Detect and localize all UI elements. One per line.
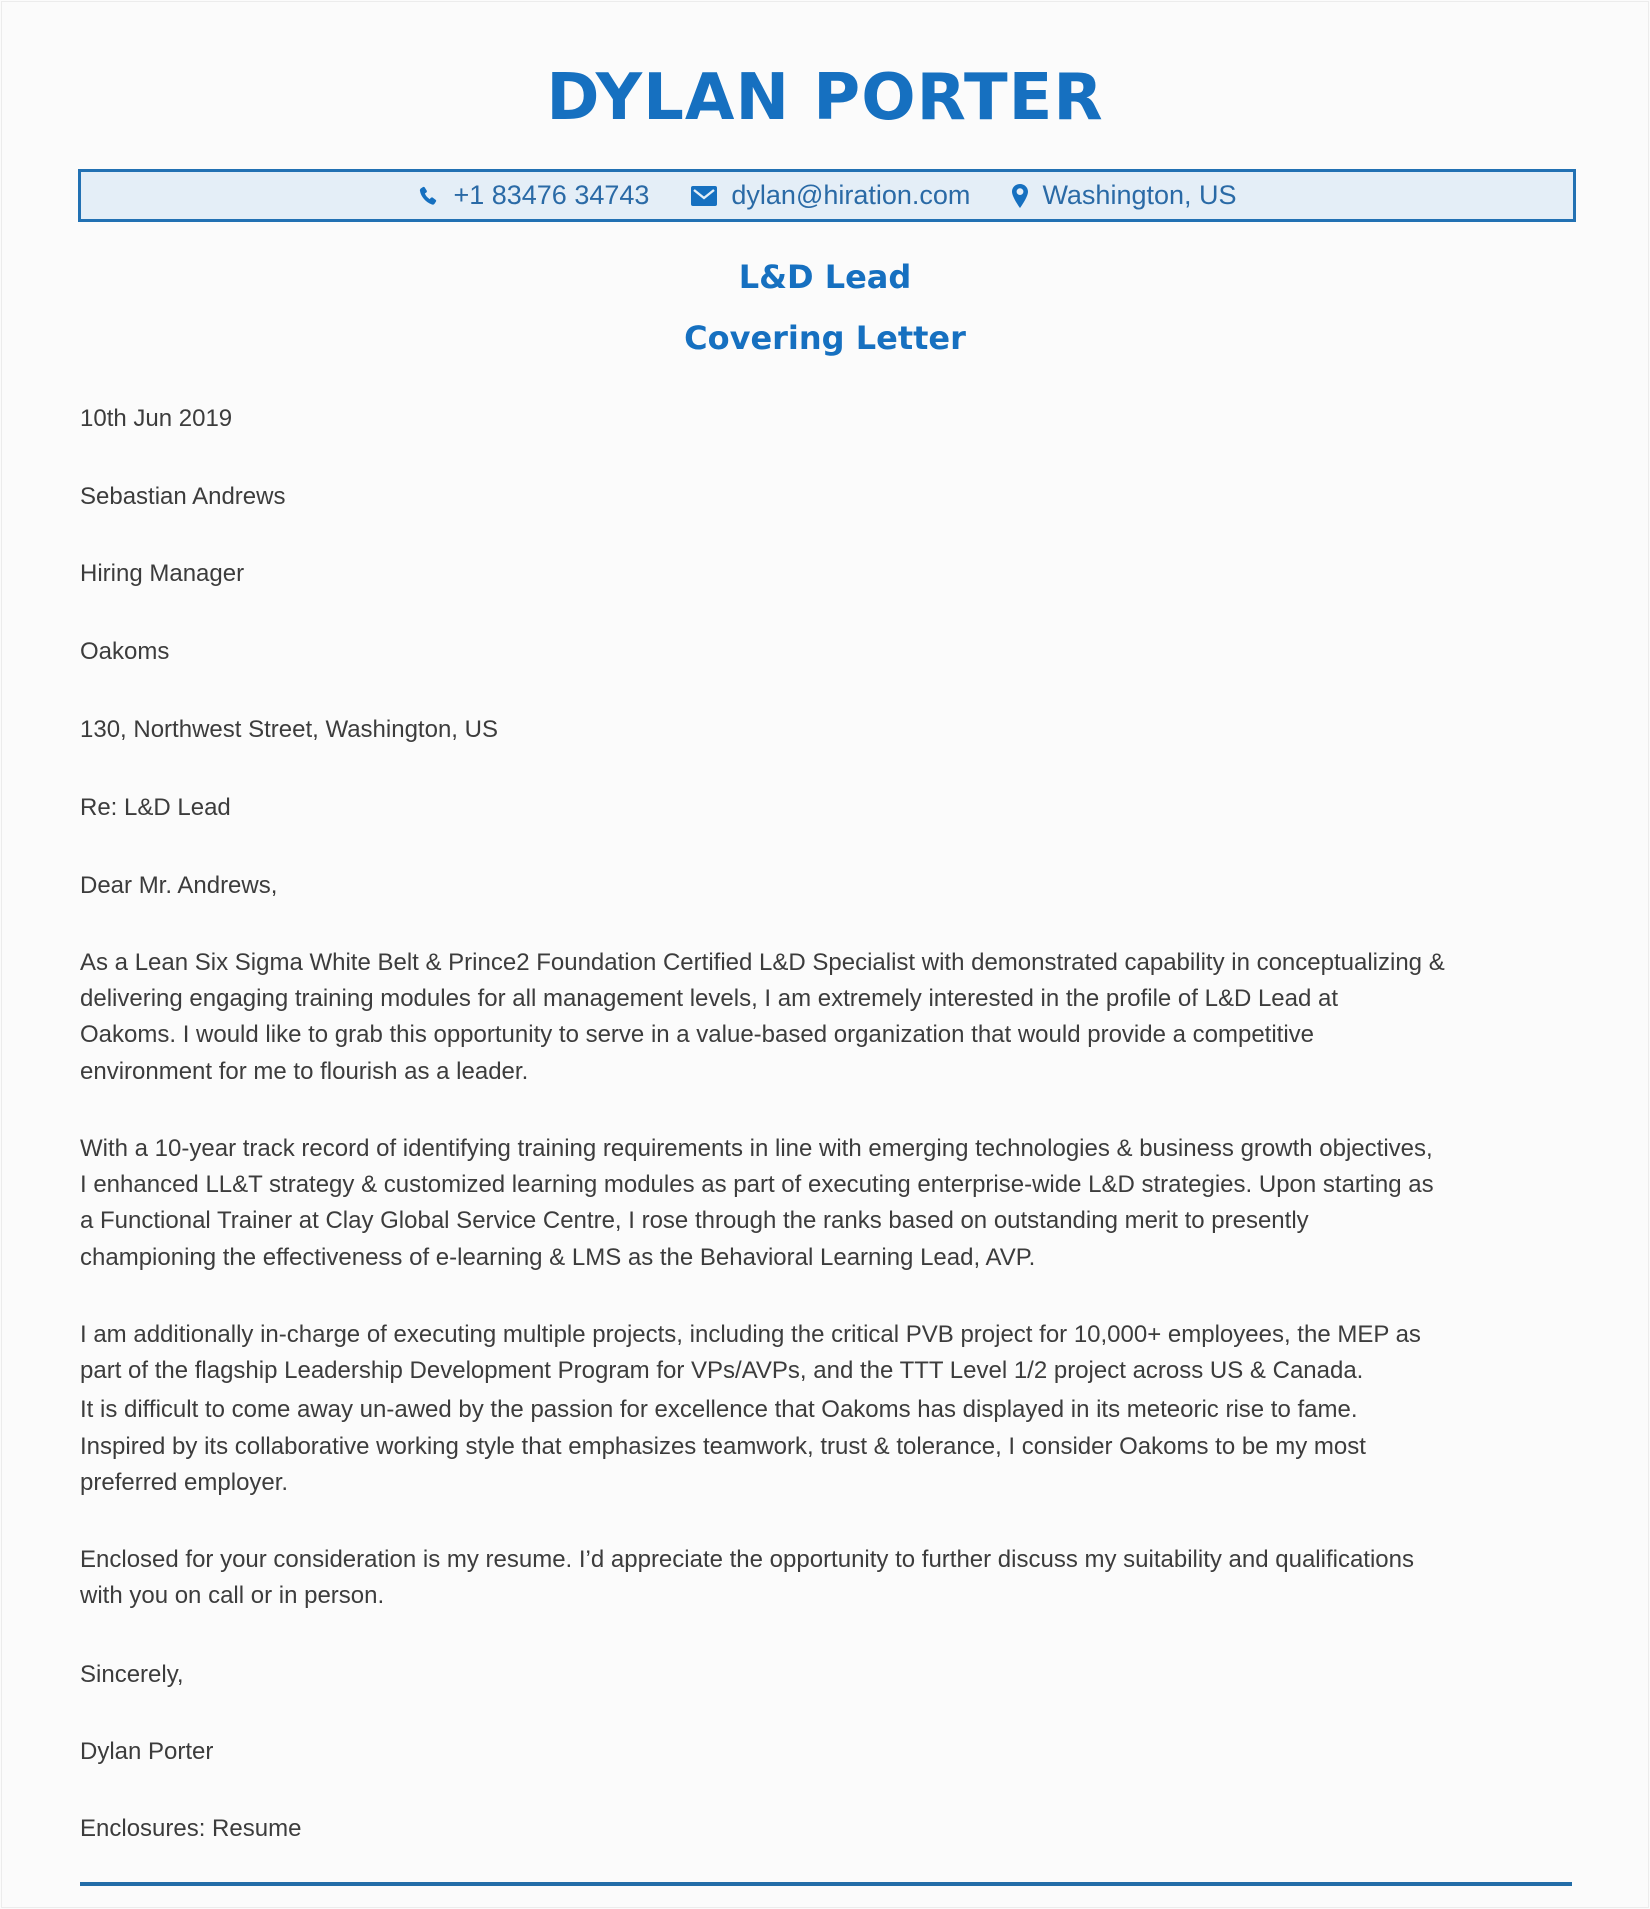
paragraph-line: With a 10-year track record of identifying training requirements in line with emerging technologies & business growth objectives, [80,1135,1433,1162]
recipient-name: Sebastian Andrews [80,483,286,510]
paragraph-line: delivering engaging training modules for all management levels, I am extremely interested in the profile of L&D Lead at [80,985,1339,1013]
paragraph-line: Oakoms. I would like to grab this opportunity to serve in a value-based organization that would provide a competitive [80,1021,1315,1049]
body-paragraph-3 [80,1317,1580,1501]
phone-icon [417,184,439,208]
candidate-name: DYLAN PORTER [546,61,1104,135]
body-paragraph-1 [80,945,1580,1090]
paragraph-line: Enclosed for your consideration is my resume. I’d appreciate the opportunity to further discuss my suitability and qualifications [80,1546,1414,1573]
email-address: dylan@hiration.com [731,180,971,210]
recipient-title: Hiring Manager [80,560,245,587]
location-text: Washington, US [1042,180,1237,210]
body-paragraph-2 [80,1131,1580,1276]
paragraph-line: a Functional Trainer at Clay Global Service Centre, I rose through the ranks based on outstanding merit to presently [80,1207,1309,1235]
contact-location [1012,180,1236,211]
enclosures: Enclosures: Resume [80,1815,302,1842]
paragraph-line: environment for me to flourish as a leader. [80,1057,529,1085]
contact-phone [417,180,649,211]
envelope-icon [691,185,717,207]
document-type-title: Covering Letter [684,319,966,357]
closing: Sincerely, [80,1661,184,1688]
recipient-company: Oakoms [80,638,170,665]
salutation: Dear Mr. Andrews, [80,872,278,899]
recipient-address: 130, Northwest Street, Washington, US [80,716,498,743]
paragraph-line: part of the flagship Leadership Development Program for VPs/AVPs, and the TTT Level 1/2 project across US & Canada. [80,1357,1364,1385]
paragraph-line: It is difficult to come away un-awed by the passion for excellence that Oakoms has displayed in its meteoric rise to fame. [80,1396,1358,1424]
map-marker-icon [1012,184,1028,208]
body-paragraph-4 [80,1542,1580,1614]
paragraph-line: I am additionally in-charge of executing multiple projects, including the critical PVB project for 10,000+ employees, the MEP as [80,1321,1421,1348]
paragraph-line: preferred employer. [80,1468,289,1496]
contact-email [691,180,970,211]
phone-number: +1 83476 34743 [453,180,650,210]
bottom-divider [80,1882,1572,1886]
role-title: L&D Lead [738,258,912,296]
signature-name: Dylan Porter [80,1738,214,1765]
letter-date: 10th Jun 2019 [80,405,233,432]
contact-bar [78,169,1576,222]
paragraph-line: with you on call or in person. [80,1582,385,1610]
subject-line: Re: L&D Lead [80,794,231,821]
paragraph-line: Inspired by its collaborative working style that emphasizes teamwork, trust & tolerance, I consider Oakoms to be my most [80,1432,1366,1460]
paragraph-line: As a Lean Six Sigma White Belt & Prince2 Foundation Certified L&D Specialist with demonstrated capability in conceptualizing & [80,949,1445,976]
paragraph-line: championing the effectiveness of e-learning & LMS as the Behavioral Learning Lead, AVP. [80,1243,1036,1271]
paragraph-line: I enhanced LL&T strategy & customized learning modules as part of executing enterprise-wide L&D strategies. Upon starting as [80,1171,1434,1199]
